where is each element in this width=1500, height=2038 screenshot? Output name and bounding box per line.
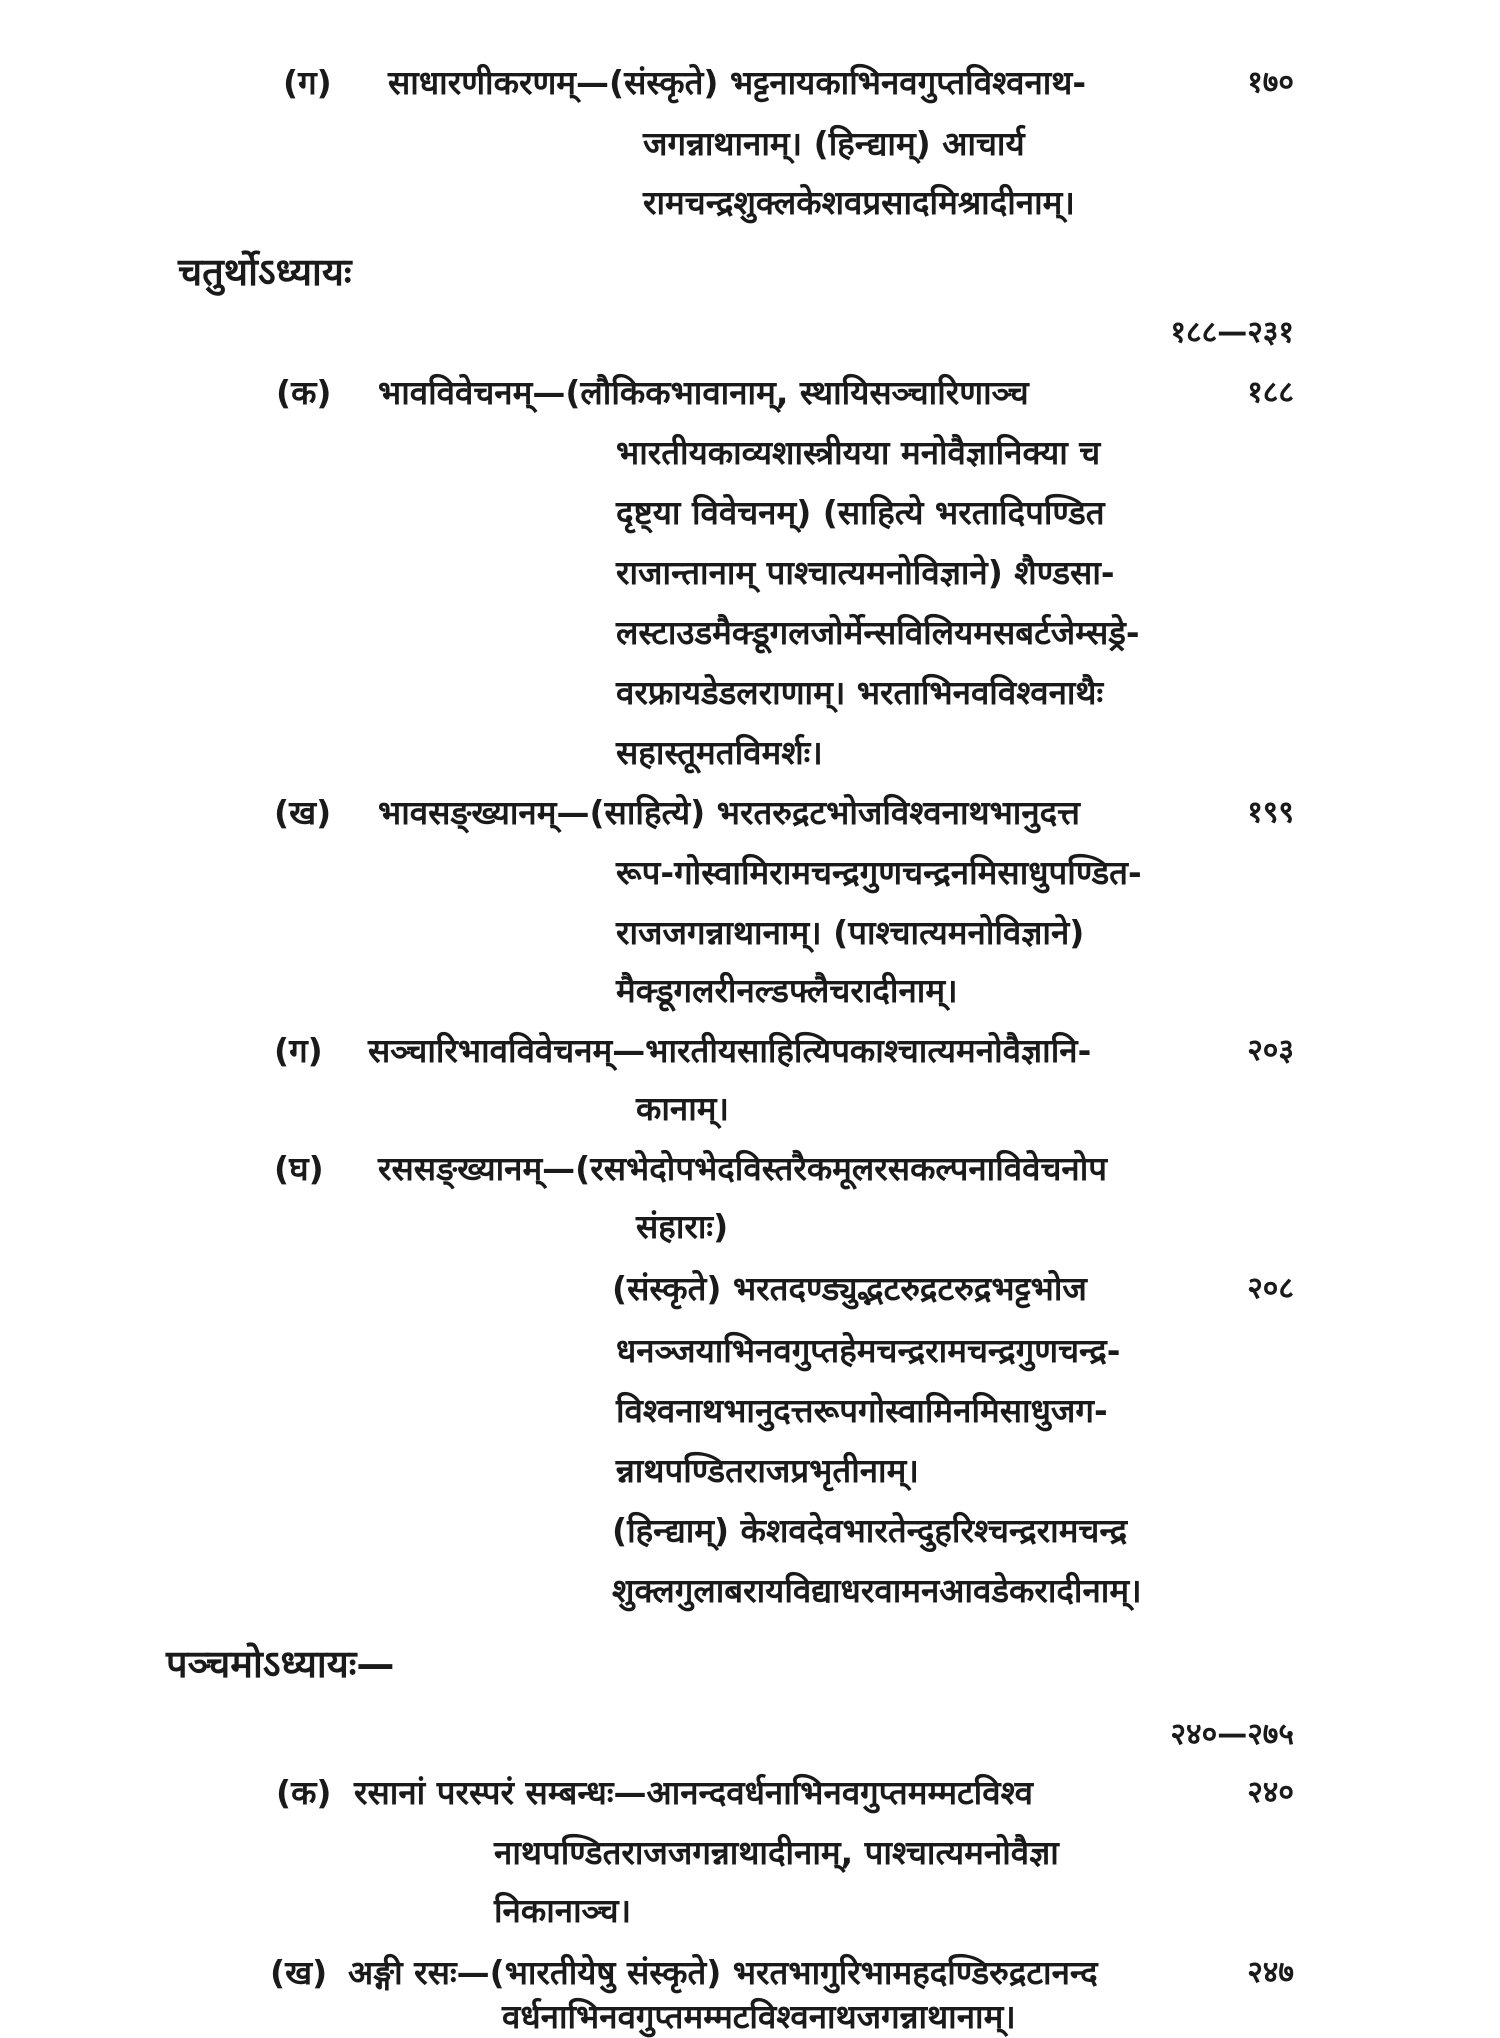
entry-line: राजजगन्नाथानाम्। (पाश्चात्यमनोविज्ञाने) [616,913,1085,952]
page-number: २४७ [1247,1955,1294,1990]
entry-line: भावसङ्ख्यानम्—(साहित्ये) भरतरुद्रटभोजविश्वनाथभानुदत्त [378,793,1080,832]
page-range: २४०—२७५ [1170,1717,1294,1752]
entry-line: निकानाञ्च। [494,1891,632,1930]
entry-line: रससङ्ख्यानम्—(रसभेदोपभेदविस्तरैकमूलरसकल्पनाविवेचनोप [378,1149,1108,1188]
section-marker: (ग) [274,1031,323,1070]
section-marker: (ख) [270,1953,328,1992]
chapter-heading: चतुर्थोऽध्यायः [178,250,352,294]
page-number: १९९ [1247,795,1294,830]
entry-line: लस्टाउडमैक्डूगलजोर्मेन्सविलियमसबर्टजेम्सड्रे- [616,613,1140,652]
section-marker: (ख) [274,793,332,832]
page-number: १७० [1247,65,1294,100]
entry-line: विश्वनाथभानुदत्तरूपगोस्वामिनमिसाधुजग- [616,1391,1108,1430]
entry-line: रूप-गोस्वामिरामचन्द्रगुणचन्द्रनमिसाधुपण्डित- [616,853,1142,892]
entry-line: कानाम्। [636,1089,729,1128]
entry-line: धनञ्जयाभिनवगुप्तहेमचन्द्ररामचन्द्रगुणचन्द्र- [616,1331,1121,1370]
page-number: २०३ [1247,1033,1294,1068]
entry-line: संहाराः) [636,1207,729,1246]
entry-line: सहास्तूमतविमर्शः। [616,733,823,772]
page-number: १८८ [1247,375,1294,410]
page-range: १८८—२३१ [1170,315,1294,350]
section-marker: (क) [276,1773,332,1812]
section-marker: (घ) [274,1149,324,1188]
entry-line: न्नाथपण्डितराजप्रभृतीनाम्। [616,1451,919,1490]
entry-line: भारतीयकाव्यशास्त्रीयया मनोवैज्ञानिक्या च [616,433,1101,472]
section-marker: (क) [276,373,332,412]
entry-line: मैक्डूगलरीनल्डफ्लैचरादीनाम्। [616,971,958,1010]
entry-line: वर्धनाभिनवगुप्तमम्मटविश्वनाथजगन्नाथानाम्। [502,1997,1016,2036]
entry-line: राजान्तानाम् पाश्चात्यमनोविज्ञाने) शैण्डसा- [616,553,1115,592]
entry-line: जगन्नाथानाम्। (हिन्द्याम्) आचार्य [643,124,1025,163]
entry-line: (हिन्द्याम्) केशवदेवभारतेन्दुहरिश्चन्द्ररामचन्द्र [612,1511,1128,1550]
chapter-heading: पञ्चमोऽध्यायः— [166,1642,395,1686]
entry-line: वरफ्रायडेडलराणाम्। भरताभिनवविश्वनाथैः [616,673,1104,712]
entry-line: (संस्कृते) भरतदण्ड्युद्भटरुद्रटरुद्रभट्टभोज [612,1269,1087,1308]
entry-line: नाथपण्डितराजजगन्नाथादीनाम्, पाश्चात्यमनोवैज्ञा [494,1833,1059,1872]
page-number: २४० [1247,1775,1294,1810]
section-marker: (ग) [283,63,332,102]
page-number: २०८ [1247,1271,1294,1306]
entry-line: भावविवेचनम्—(लौकिकभावानाम्, स्थायिसञ्चारिणाञ्च [378,373,1029,412]
entry-line: दृष्ट्या विवेचनम्) (साहित्ये भरतादिपण्डित [616,493,1105,532]
entry-line: अङ्गी रसः—(भारतीयेषु संस्कृते) भरतभागुरिभामहदण्डिरुद्रटानन्द [348,1953,1098,1992]
entry-line: साधारणीकरणम्—(संस्कृते) भट्टनायकाभिनवगुप्तविश्वनाथ- [388,63,1087,102]
entry-line: शुक्लगुलाबरायविद्याधरवामनआवडेकरादीनाम्। [612,1571,1142,1610]
entry-line: सञ्चारिभावविवेचनम्—भारतीयसाहित्यिपकाश्चात्यमनोवैज्ञानि- [368,1031,1092,1070]
entry-line: रामचन्द्रशुक्लकेशवप्रसादमिश्रादीनाम्। [643,183,1075,222]
entry-line: रसानां परस्परं सम्बन्धः—आनन्दवर्धनाभिनवगुप्तमम्मटविश्व [354,1773,1033,1812]
